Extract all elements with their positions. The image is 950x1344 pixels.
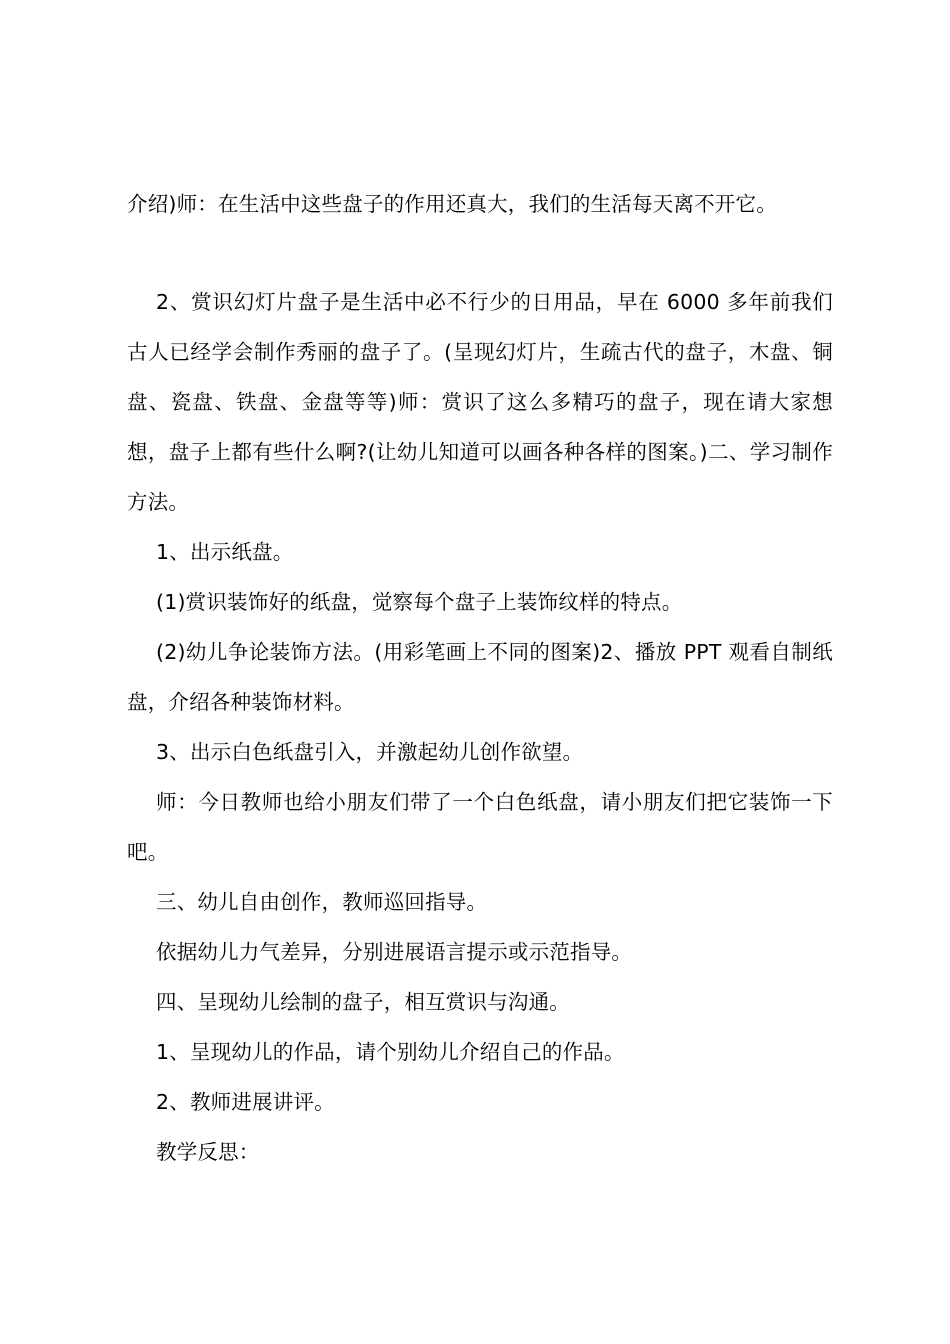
paragraph-show-paper-plate: 1、出示纸盘。 — [156, 540, 294, 564]
paragraph-section-four-heading: 四、呈现幼儿绘制的盘子，相互赏识与沟通。 — [156, 990, 570, 1014]
paragraph-appreciate-decorated: (1)赏识装饰好的纸盘，觉察每个盘子上装饰纹样的特点。 — [156, 590, 683, 614]
paragraph-guidance: 依据幼儿力气差异，分别进展语言提示或示范指导。 — [156, 940, 633, 964]
paragraph-discuss-methods: (2)幼儿争论装饰方法。(用彩笔画上不同的图案)2、播放 PPT 观看自制纸盘，介绍各种装饰材料。 — [127, 640, 833, 714]
paragraph-teacher-instruction: 师：今日教师也给小朋友们带了一个白色纸盘，请小朋友们把它装饰一下吧。 — [127, 790, 833, 864]
paragraph-white-plate: 3、出示白色纸盘引入，并激起幼儿创作欲望。 — [156, 740, 584, 764]
paragraph-appreciate-slides: 2、赏识幻灯片盘子是生活中必不行少的日用品，早在 6000 多年前我们古人已经学会制作秀丽的盘子了。(呈现幻灯片，生疏古代的盘子，木盘、铜盘、瓷盘、铁盘、金盘等等)师：赏识了这么多精巧的盘子，现在请大家想想，盘子上都有些什么啊?(让幼儿知道可以画各种各样的图案。)二、学习制作方法。 — [127, 290, 833, 514]
paragraph-section-three-heading: 三、幼儿自由创作，教师巡回指导。 — [156, 890, 488, 914]
paragraph-intro-continued: 介绍)师：在生活中这些盘子的作用还真大，我们的生活每天离不开它。 — [127, 192, 777, 216]
paragraph-reflection-heading: 教学反思： — [156, 1140, 260, 1164]
paragraph-teacher-review: 2、教师进展讲评。 — [156, 1090, 335, 1114]
paragraph-show-works: 1、呈现幼儿的作品，请个别幼儿介绍自己的作品。 — [156, 1040, 625, 1064]
